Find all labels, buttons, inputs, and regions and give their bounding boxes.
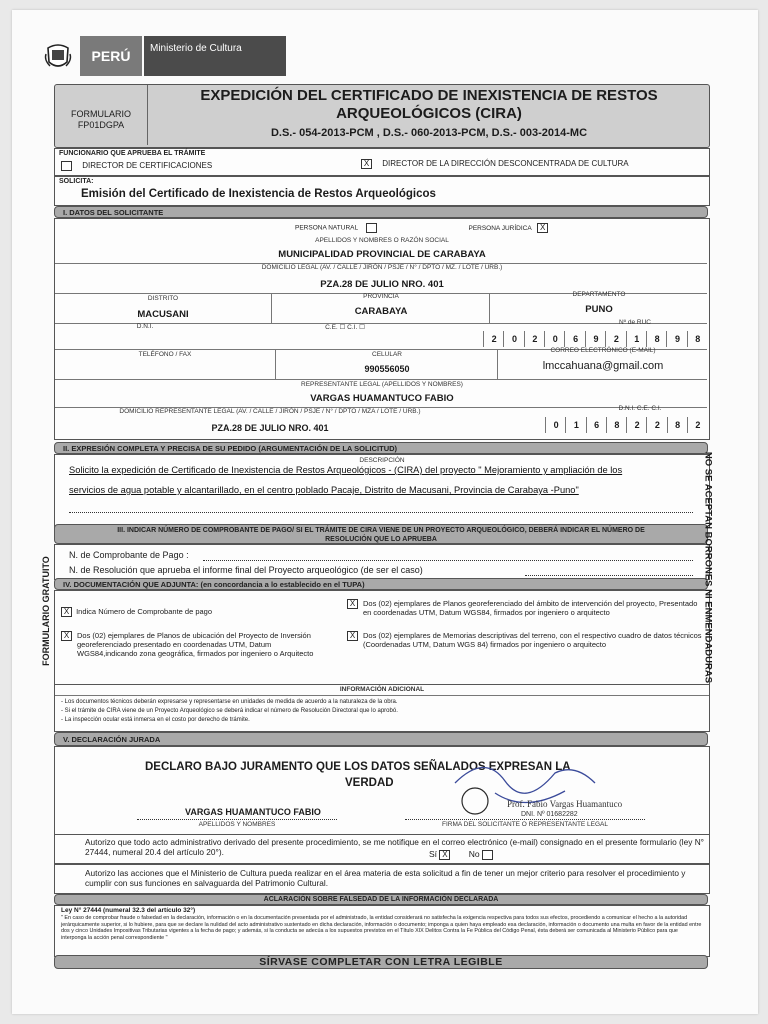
district-value: MACUSANI	[137, 309, 189, 320]
declaration-line-2: VERDAD	[345, 777, 394, 789]
section-5-title: V. DECLARACIÓN JURADA	[54, 732, 708, 746]
side-label-left: FORMULARIO GRATUITO	[41, 556, 51, 666]
doc-item-3: X Dos (02) ejemplares de Planos georeferenciado del ámbito de intervención del proyecto, Presentado en coordenadas UTM, Datum WGS84, firmados por ingeniero o arquitecto	[347, 599, 707, 617]
section-3-body	[54, 544, 710, 580]
checkbox-yes[interactable]: X	[439, 850, 450, 860]
digit-cell: 2	[605, 331, 626, 347]
title-block	[54, 84, 710, 148]
note-1: - Los documentos técnicos deberán expresarse y representarse en unidades de medida de acuerdo a la naturaleza de la obra.	[61, 699, 398, 705]
checkbox-doc-4[interactable]: X	[347, 631, 358, 641]
checkbox-director-certificaciones[interactable]	[61, 161, 72, 171]
province-label: PROVINCIA	[363, 293, 399, 300]
cell-value: 990556050	[364, 364, 410, 374]
section-2-body	[54, 454, 710, 528]
resolution-label: N. de Resolución que aprueba el informe final del Proyecto arqueológico (de ser el caso)	[69, 565, 423, 575]
rep-label: REPRESENTANTE LEGAL (APELLIDOS Y NOMBRES)	[301, 381, 463, 388]
footer-note: SÍRVASE COMPLETAR CON LETRA LEGIBLE	[54, 955, 708, 969]
phone-label: TELÉFONO / FAX	[138, 351, 192, 358]
digit-cell: 8	[687, 331, 708, 347]
stamp-name: Prof. Fabio Vargas Huamantuco	[507, 799, 623, 809]
rep-address-value: PZA.28 DE JULIO NRO. 401	[211, 423, 329, 433]
digit-cell: 1	[626, 331, 647, 347]
digit-cell: 9	[666, 331, 687, 347]
person-type: PERSONA NATURAL PERSONA JURÍDICA X	[295, 223, 548, 233]
signature-label: FIRMA DEL SOLICITANTE O REPRESENTANTE LEGAL	[441, 821, 609, 828]
doc-item-2: X Dos (02) ejemplares de Planos de ubicación del Proyecto de Inversión georeferenciado presentado en coordenadas UTM, Datum WGS84,indicando zona geográfica, firmados por ingeniero o Arquitecto	[61, 631, 333, 658]
email-label: CORREO ELECTRÓNICO (E-MAIL)	[550, 347, 656, 354]
request-label: SOLICITA:	[59, 178, 94, 185]
falsity-title: ACLARACIÓN SOBRE FALSEDAD DE LA INFORMACIÓN DECLARADA	[54, 894, 708, 905]
actions-authorization	[54, 864, 710, 894]
cell-label: CELULAR	[372, 351, 402, 358]
request-value: Emisión del Certificado de Inexistencia de Restos Arqueológicos	[81, 188, 436, 200]
side-label-right: NO SE ACEPTAN BORRONES NI ENMENDADURAS	[702, 451, 714, 684]
ruc-digits	[483, 331, 707, 347]
doc-item-4: X Dos (02) ejemplares de Memorias descriptivas del terreno, con el respectivo cuadro de datos técnicos (Coordenadas UTM, Datum WGS 84) firmados por ingeniero o arquitecto	[347, 631, 707, 649]
email-authorization	[54, 834, 710, 864]
section-1-title: I. DATOS DEL SOLICITANTE	[54, 206, 708, 218]
ministry-label: Ministerio de Cultura	[144, 36, 286, 76]
section-1-body	[54, 218, 710, 440]
decree-line: D.S.- 054-2013-PCM , D.S.- 060-2013-PCM, D.S.- 003-2014-MC	[270, 127, 588, 139]
declaration-line-1: DECLARO BAJO JURAMENTO QUE LOS DATOS SEÑALADOS EXPRESAN LA	[145, 761, 571, 773]
email-auth-text: Autorizo que todo acto administrativo derivado del presente procedimiento, se me notifique en el correo electrónico (e-mail) consignado en el presente formulario (ley N° 27444, numeral 20.4 del artículo 20°).	[85, 837, 704, 857]
actions-auth-text: Autorizo las acciones que el Ministerio de Cultura pueda realizar en el área materia de esta solicitud a fin de tener un mejor criterio para resolver el procedimiento y cumplir con sus funciones en salvaguarda del Patrimonio Cultural.	[85, 868, 686, 888]
name-value: MUNICIPALIDAD PROVINCIAL DE CARABAYA	[278, 249, 486, 260]
description-line-3	[69, 511, 693, 513]
falsity-body	[54, 905, 710, 957]
description-line-2: servicios de agua potable y alcantarillado, en el centro poblado Pacaje, Distrito de Macusani, Provincia de Carabaya -Puno"	[69, 485, 579, 495]
payment-label: N. de Comprobante de Pago :	[69, 550, 189, 560]
seal-icon	[462, 788, 488, 814]
checkbox-director-ddc[interactable]: X	[361, 159, 372, 169]
digit-cell: 2	[626, 417, 647, 433]
department-value: PUNO	[585, 304, 613, 315]
divider	[497, 349, 498, 379]
section-5-body	[54, 746, 710, 836]
yes-no: Sí X No	[429, 849, 493, 860]
name-label: APELLIDOS Y NOMBRES O RAZÓN SOCIAL	[315, 237, 449, 244]
digit-cell: 6	[564, 331, 585, 347]
dni-label: D.N.I.	[136, 323, 154, 330]
approver-box	[54, 148, 710, 176]
signature-line	[405, 819, 645, 820]
form-title-1: EXPEDICIÓN DEL CERTIFICADO DE INEXISTENCIA DE RESTOS	[200, 87, 658, 104]
digit-cell: 2	[687, 417, 708, 433]
digit-cell: 9	[585, 331, 606, 347]
names-label: APELLIDOS Y NOMBRES	[198, 821, 276, 828]
digit-cell: 2	[646, 417, 667, 433]
payment-input[interactable]	[203, 559, 693, 561]
checkbox-doc-3[interactable]: X	[347, 599, 358, 609]
note-3: - La inspección ocular está inmersa en el costo por derecho de trámite.	[61, 717, 250, 723]
digit-cell: 2	[483, 331, 504, 347]
falsity-law: Ley N° 27444 (numeral 32.3 del artículo 32°)	[61, 907, 196, 914]
peru-label: PERÚ	[80, 36, 142, 76]
additional-info	[54, 684, 710, 732]
divider	[271, 293, 272, 323]
falsity-text: " En caso de comprobar fraude o falsedad en la declaración, información o en la documentación presentada por el administrado, la entidad considerará no satisfecha la exigencia respectiva para todos sus efectos, procediendo a comunicar el hecho a la autoridad jerárquicamente superior, si lo hubiere, para que se declare la nulidad del acto administrativo sustentado en dicha declaración, información o documento; imponga a quien haya empleado esa declaración, información o documento una multa en favor de la entidad entre dos y cinco Unidades Impositivas Tributarias vigentes a la fecha de pago; y además, si la conducta se adecúa a los supuestos previstos en el Título XIX Delitos Contra la Fe Pública del Código Penal, ésta deberá ser comunicada al Ministerio Público para que interponga la acción penal correspondiente "	[61, 915, 702, 941]
request-box	[54, 176, 710, 206]
digit-cell: 2	[524, 331, 545, 347]
checkbox-persona-juridica[interactable]: X	[537, 223, 548, 233]
email-value: lmccahuana@gmail.com	[542, 360, 664, 372]
resolution-input[interactable]	[525, 574, 693, 576]
digit-cell: 8	[646, 331, 667, 347]
approver-label: FUNCIONARIO QUE APRUEBA EL TRÁMITE	[59, 150, 206, 157]
checkbox-doc-1[interactable]: X	[61, 607, 72, 617]
coat-of-arms-icon	[42, 40, 74, 72]
ce-label: C.E. ☐ C.I. ☐	[325, 324, 365, 331]
ministry-logo	[42, 36, 286, 76]
section-4-body	[54, 590, 710, 686]
divider	[55, 379, 707, 380]
description-line-1: Solicito la expedición de Certificado de Inexistencia de Restos Arqueológicos - (CIRA) del proyecto " Mejoramiento y ampliación de los	[69, 465, 623, 475]
checkbox-no[interactable]	[482, 850, 493, 860]
department-label: DEPARTAMENTO	[572, 291, 626, 298]
divider	[489, 293, 490, 323]
rep-doc-digits	[545, 417, 707, 433]
section-3-title: III. INDICAR NÚMERO DE COMPROBANTE DE PAGO/ SI EL TRÁMITE DE CIRA VIENE DE UN PROYECTO ARQUEOLÓGICO, DEBERÁ INDICAR EL NÚMERO DE RESOLUCIÓN QUE LO APRUEBA	[54, 524, 708, 544]
approver-option-1: DIRECTOR DE CERTIFICACIONES	[61, 161, 212, 171]
digit-cell: 0	[545, 417, 566, 433]
doc-item-1: X Indica Número de Comprobante de pago	[61, 607, 361, 617]
checkbox-persona-natural[interactable]	[366, 223, 377, 233]
section-4-title: IV. DOCUMENTACIÓN QUE ADJUNTA: (en concordancia a lo establecido en el TUPA)	[54, 578, 708, 590]
address-value: PZA.28 DE JULIO NRO. 401	[320, 279, 444, 290]
divider	[275, 349, 276, 379]
section-2-title: II. EXPRESIÓN COMPLETA Y PRECISA DE SU PEDIDO (ARGUMENTACIÓN DE LA SOLICITUD)	[54, 442, 708, 454]
form-code: FORMULARIO FP01DGPA	[55, 85, 148, 145]
rep-address-label: DOMICILIO REPRESENTANTE LEGAL (AV. / CALLE / JIRÓN / PSJE / N° / DPTO / MZA / LOTE / URB.)	[119, 408, 421, 415]
digit-cell: 8	[667, 417, 688, 433]
checkbox-doc-2[interactable]: X	[61, 631, 72, 641]
description-label: DESCRIPCIÓN	[359, 457, 405, 464]
address-label: DOMICILIO LEGAL (AV. / CALLE / JIRÓN / PSJE / N° / DPTO / MZ. / LOTE / URB.)	[261, 264, 503, 271]
stamp-dni: DNI. Nº 01682282	[521, 811, 578, 818]
ruc-label: Nº de RUC	[619, 319, 651, 326]
name-line	[137, 819, 337, 820]
district-label: DISTRITO	[147, 295, 179, 302]
digit-cell: 0	[503, 331, 524, 347]
digit-cell: 1	[565, 417, 586, 433]
signer-name: VARGAS HUAMANTUCO FABIO	[185, 807, 321, 817]
province-value: CARABAYA	[354, 306, 408, 317]
digit-cell: 0	[544, 331, 565, 347]
form-page	[12, 10, 758, 1014]
rep-doc-label: D.N.I. C.E. C.I.	[618, 405, 662, 412]
approver-option-2: X DIRECTOR DE LA DIRECCIÓN DESCONCENTRADA DE CULTURA	[361, 159, 629, 169]
additional-info-label: INFORMACIÓN ADICIONAL	[55, 686, 709, 696]
digit-cell: 6	[586, 417, 607, 433]
note-2: - Si el trámite de CIRA viene de un Proyecto Arqueológico se deberá indicar el número de Resolución Directoral que lo aprobó.	[61, 708, 398, 714]
rep-value: VARGAS HUAMANTUCO FABIO	[310, 393, 454, 404]
digit-cell: 8	[606, 417, 627, 433]
form-title-2: ARQUEOLÓGICOS (CIRA)	[336, 105, 522, 122]
